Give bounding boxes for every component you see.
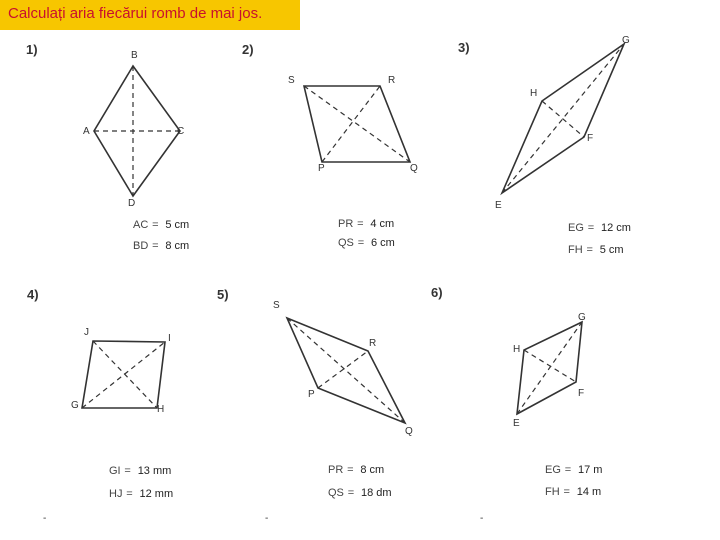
vertex-label: D: [128, 198, 136, 209]
vertex-label: A: [83, 126, 90, 137]
measure-label: QS: [328, 487, 344, 499]
problem-3-number: 3): [458, 40, 470, 55]
measure-value: 6 cm: [370, 237, 395, 249]
vertex-label: G: [622, 35, 630, 46]
equals-sign: =: [152, 240, 159, 252]
vertex-label: Q: [405, 426, 413, 437]
measure-label: PR: [328, 464, 344, 476]
measure-line: [328, 487, 392, 499]
measure-label: QS: [338, 237, 354, 249]
vertex-label: R: [369, 338, 377, 349]
vertex-label: J: [84, 327, 89, 338]
measure-line: [545, 486, 601, 498]
vertex-label: C: [177, 126, 185, 137]
measure-value: 8 cm: [360, 464, 385, 476]
measure-line: [545, 464, 602, 476]
equals-sign: =: [587, 222, 595, 234]
measure-label: BD: [133, 240, 149, 252]
equals-sign: =: [152, 219, 159, 231]
measure-value: 5 cm: [599, 244, 624, 256]
measure-value: 4 cm: [370, 218, 395, 230]
measure-line: [328, 464, 384, 476]
measure-value: 8 cm: [165, 240, 190, 252]
vertex-label: H: [513, 344, 521, 355]
vertex-label: F: [578, 388, 585, 399]
vertex-label: H: [530, 88, 538, 99]
equals-sign: =: [564, 464, 572, 476]
equals-sign: =: [124, 465, 131, 477]
equals-sign: =: [126, 488, 133, 500]
measure-label: GI: [109, 465, 121, 477]
measure-line: [109, 465, 171, 477]
vertex-label: E: [495, 200, 502, 211]
measure-label: EG: [545, 464, 561, 476]
measure-line: [133, 219, 189, 231]
dash-mark: -: [265, 513, 269, 524]
equals-sign: =: [347, 464, 354, 476]
vertex-label: H: [157, 404, 165, 415]
measure-value: 18 dm: [360, 487, 392, 499]
measure-line: [568, 222, 631, 234]
equals-sign: =: [357, 218, 364, 230]
problem-5-number: 5): [217, 287, 229, 302]
vertex-label: E: [513, 418, 520, 429]
equals-sign: =: [357, 237, 365, 249]
vertex-label: P: [308, 389, 315, 400]
vertex-label: I: [168, 333, 171, 344]
measure-label: FH: [545, 486, 560, 498]
measure-value: 14 m: [576, 486, 602, 498]
measure-label: PR: [338, 218, 354, 230]
vertex-label: P: [318, 163, 325, 174]
measure-label: FH: [568, 244, 583, 256]
vertex-label: S: [288, 75, 295, 86]
equals-sign: =: [586, 244, 593, 256]
measure-line: [568, 244, 624, 256]
measure-value: 12 mm: [139, 488, 174, 500]
rhombus-5: [287, 318, 405, 423]
measure-line: [109, 488, 173, 500]
measure-label: AC: [133, 219, 149, 231]
vertex-label: G: [71, 400, 79, 411]
measure-line: [133, 240, 189, 252]
problem-4-number: 4): [27, 287, 39, 302]
vertex-label: B: [131, 50, 138, 61]
problem-6-number: 6): [431, 285, 443, 300]
equals-sign: =: [347, 487, 355, 499]
measure-label: EG: [568, 222, 584, 234]
measure-value: 12 cm: [600, 222, 631, 234]
page-title: Calculați aria fiecărui romb de mai jos.: [8, 5, 263, 22]
rhombus-4: [82, 341, 165, 408]
measure-line: [338, 218, 394, 230]
measure-value: 13 mm: [137, 465, 172, 477]
measure-label: HJ: [109, 488, 123, 500]
measure-line: [338, 237, 395, 249]
problem-2-number: 2): [242, 42, 254, 57]
vertex-label: S: [273, 300, 280, 311]
dash-mark: -: [43, 513, 47, 524]
vertex-label: Q: [410, 163, 418, 174]
problem-1-number: 1): [26, 42, 38, 57]
dash-mark: -: [480, 513, 484, 524]
measure-value: 5 cm: [165, 219, 190, 231]
vertex-label: F: [587, 133, 594, 144]
vertex-label: G: [578, 312, 586, 323]
vertex-label: R: [388, 75, 396, 86]
measure-value: 17 m: [577, 464, 603, 476]
equals-sign: =: [563, 486, 570, 498]
